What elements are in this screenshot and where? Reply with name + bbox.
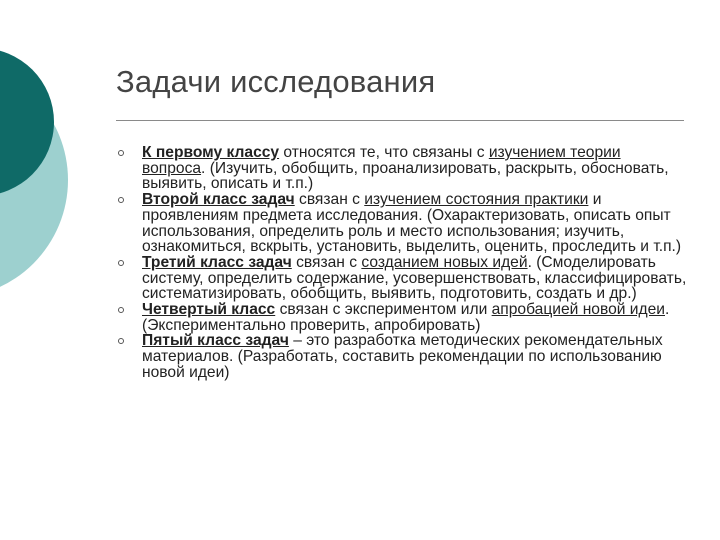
slide-title: Задачи исследования — [116, 64, 436, 99]
item-text: связан с — [291, 253, 362, 271]
list-item-4 — [118, 302, 688, 333]
circle-bullet-icon — [118, 260, 124, 266]
item-lead: К первому классу — [142, 144, 280, 161]
item-lead: Четвертый класс — [142, 301, 276, 319]
item-underline: апробацией новой идеи — [491, 301, 665, 319]
item-text-tail: . (Экспериментально проверить, апробировать) — [142, 301, 670, 334]
title-divider — [116, 120, 684, 121]
item-text: связан с экспериментом или — [275, 301, 492, 319]
circle-bullet-icon — [118, 338, 124, 344]
item-underline: изучением состояния практики — [364, 191, 589, 209]
circle-bullet-icon — [118, 197, 124, 203]
item-underline: изучением теории вопроса — [142, 144, 621, 177]
item-lead: Третий класс задач — [142, 253, 292, 271]
list-item-1 — [118, 145, 688, 192]
item-text-tail: . (Изучить, обобщить, проанализировать, раскрыть, обосновать, выявить, описать и т.п.) — [142, 159, 669, 193]
item-text: связан с — [294, 191, 365, 209]
item-underline: созданием новых идей — [361, 253, 528, 271]
list-item-2 — [118, 192, 688, 255]
circle-bullet-icon — [118, 307, 124, 313]
item-text: относятся те, что связаны с — [279, 144, 489, 161]
list-item-3 — [118, 255, 688, 302]
item-lead: Пятый класс задач — [142, 332, 289, 350]
task-list — [118, 145, 688, 381]
item-text-tail: . (Смоделировать систему, определить содержание, усовершенствовать, классифицировать, систематизировать, обобщить, выявить, подготовить, создать и др.) — [142, 253, 687, 303]
decorative-teal-circles — [0, 0, 100, 300]
item-text-tail: и проявлениям предмета исследования. (Охарактеризовать, описать опыт использования, определить роль и место использования; изучить, ознакомиться, вскрыть, установить, выделить, оценить, проследить и т.п.) — [142, 191, 682, 256]
list-item-5 — [118, 333, 688, 380]
circle-bullet-icon — [118, 150, 124, 156]
item-lead: Второй класс задач — [142, 191, 295, 209]
item-text: – это разработка методических рекомендательных материалов. (Разработать, составить рекомендации по использованию новой идеи) — [142, 332, 663, 381]
